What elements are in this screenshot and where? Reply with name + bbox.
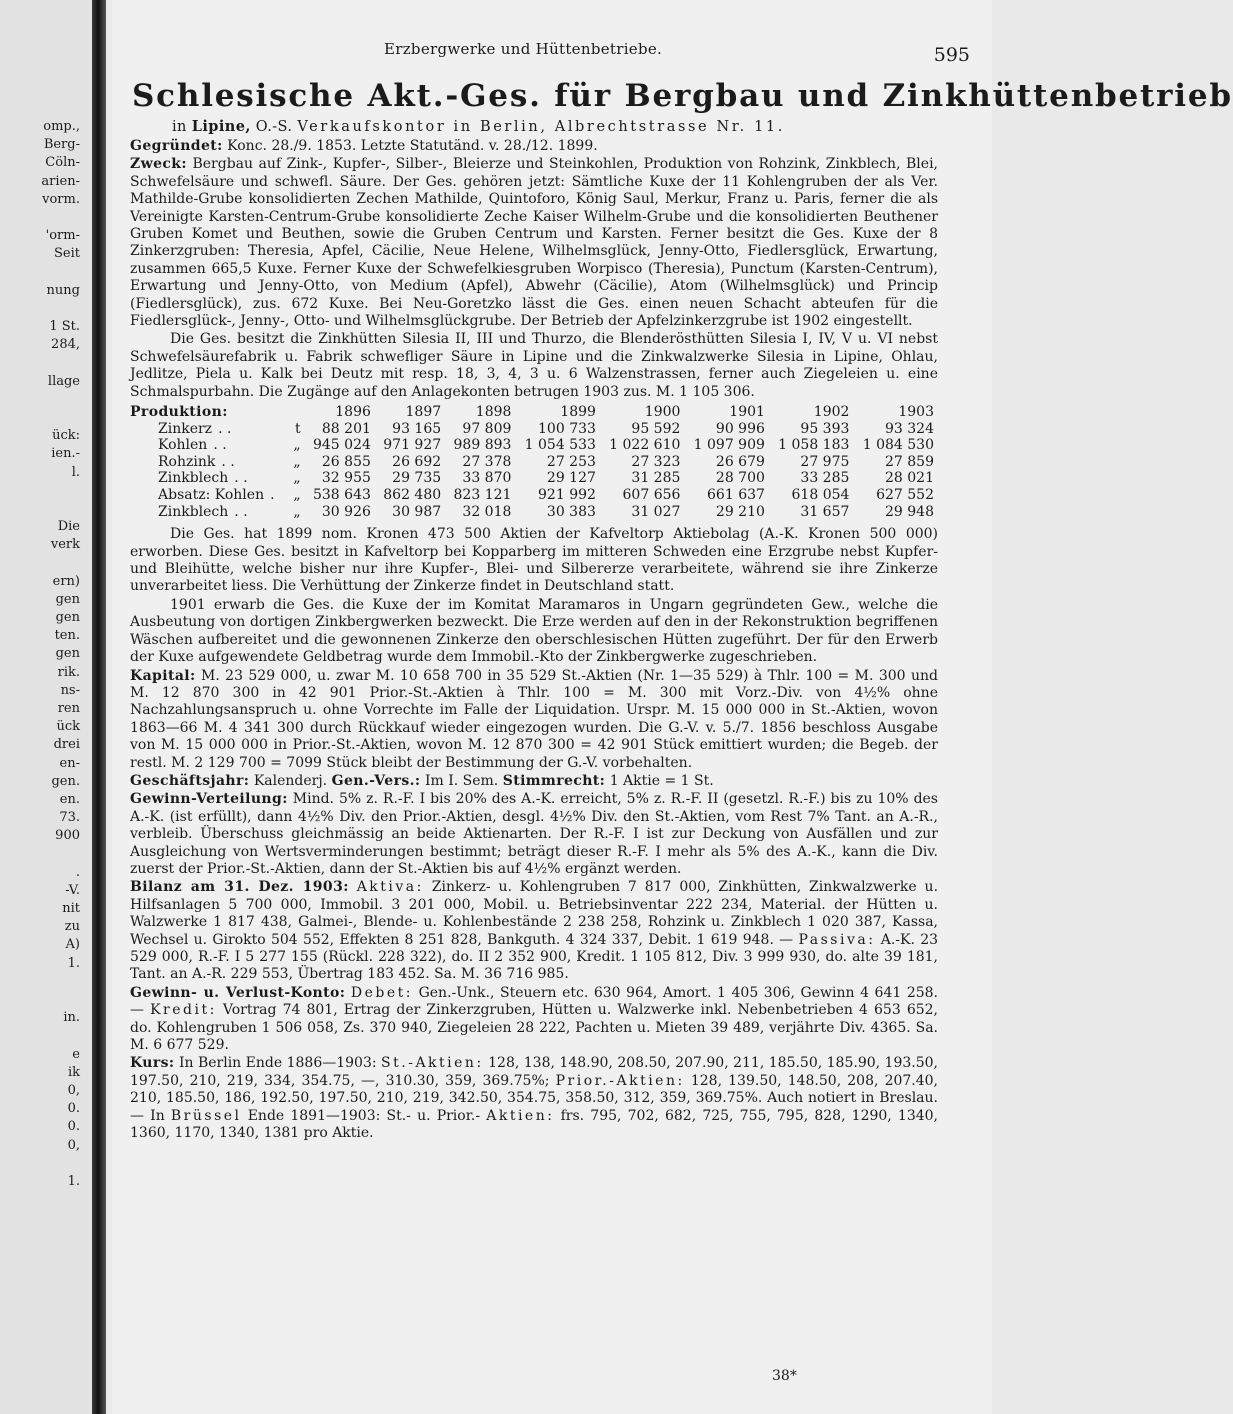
facing-page-fragment <box>41 1155 80 1173</box>
year-header: 1901 <box>729 404 765 421</box>
facing-page-fragment: ren <box>57 701 80 716</box>
production-value: 31 027 <box>631 503 681 520</box>
facing-page-fragment <box>41 973 80 991</box>
facing-page-fragment: ück <box>56 719 80 735</box>
text-prior-aktien: 128, 139.50, 148.50, 208, 207.40, 210, 185.50, 186, 192.50, 197.50, 210, 219, 342.50, 354.75, 358.50, 312, 359, 369.75%. Auch notiert in Breslau. — In <box>130 1072 939 1124</box>
label-produktion: Produktion: <box>130 404 228 421</box>
paragraph-zinkhuetten: Die Ges. besitzt die Zinkhütten Silesia II, III und Thurzo, die Blenderösthütten Silesia I, IV, V u. VI nebst Schwefelsäurefabrik u. Fabrik schwefliger Säure in Lipine und die Zinkwalzwerke Silesia in Lipine, Ohlau, Jedlitze, Piela u. Kalk bei Deutz mit resp. 18, 3, 4, 3 u. 6 Walzenstrassen, ferner auch Ziegeleien u. eine Schmalspurbahn. Die Zugänge auf den Anlagekonten betrugen 1903 zus. M. 1 105 306. <box>130 331 938 400</box>
facing-page-fragment: gen <box>55 610 80 626</box>
production-value: 989 893 <box>453 437 512 454</box>
facing-page-fragment: 1. <box>67 955 80 971</box>
facing-page-edge <box>0 0 92 1414</box>
production-value: 30 383 <box>546 503 596 520</box>
production-value: 32 018 <box>462 503 512 520</box>
production-value: 31 657 <box>800 503 850 520</box>
production-value: 627 552 <box>876 487 934 504</box>
label-gen-vers: Gen.-Vers.: <box>331 772 421 789</box>
label-gewinn-verteilung: Gewinn-Verteilung: <box>130 791 288 808</box>
facing-page-fragment <box>41 209 80 227</box>
location-region: O.-S. <box>255 119 293 135</box>
text-stimmrecht: 1 Aktie = 1 St. <box>609 772 714 789</box>
production-value: 1 097 909 <box>693 437 765 454</box>
year-header: 1896 <box>335 404 371 421</box>
production-value: 862 480 <box>383 487 442 504</box>
label-prior-aktien: Prior.-Aktien: <box>555 1072 685 1089</box>
production-value: 88 201 <box>321 420 371 437</box>
facing-page-fragment: drei <box>53 737 80 753</box>
facing-page-fragment <box>41 1027 80 1045</box>
leader-dots: . <box>270 487 275 504</box>
production-item <box>130 437 288 454</box>
facing-page-fragment: l. <box>71 464 80 480</box>
facing-page-fragment: 0. <box>67 1119 80 1135</box>
production-value: 95 592 <box>631 420 681 437</box>
section-kapital <box>130 668 938 772</box>
production-value: 971 927 <box>383 437 442 454</box>
facing-page-fragment: omp., <box>43 119 80 134</box>
production-value: 26 679 <box>715 453 765 470</box>
production-value: 27 975 <box>800 453 850 470</box>
label-stimmrecht: Stimmrecht: <box>502 772 606 789</box>
text-aktiva: Zinkerz- u. Kohlengruben 7 817 000, Zinkhütten, Zinkwalzwerke u. Hilfsanlagen 5 700 000, Immobil. 3 201 000, Mobil. u. Betriebsinventar 222 234, Material. der Hütten u. Walzwerke 1 817 438, Galmei-, Blende- u. Kohlenbestände 2 238 258, Rohzink u. Zinkblech 1 020 387, Kassa, Wechsel u. Girokto 504 552, Effekten 8 251 828, Bankguth. 4 324 337, Debit. 1 619 948. — <box>130 879 939 948</box>
production-header-row <box>130 404 938 421</box>
production-value: 26 855 <box>321 453 371 470</box>
page-number: 595 <box>933 44 970 66</box>
unit-column <box>288 404 304 421</box>
production-value: 93 165 <box>392 420 442 437</box>
text-gewinn-verteilung: Mind. 5% z. R.-F. I bis 20% des A.-K. erreicht, 5% z. R.-F. II (gesetzl. R.-F.) bis zu 10% des A.-K. (ist erfüllt), dann 4½% Div. den Prior.-Aktien, desgl. 4½% Div. den St.-Aktien, vom Rest 7% Tant. an A.-R., verbleib. Überschuss gleichmässig an beide Aktienarten. Der R.-F. I ist zur Deckung von Ausfällen und zur Ausgleichung von Wertsverminderungen bestimmt; beträgt dieser R.-F. I mehr als 5% des A.-K., kann die Div. zuerst der Prior.-St.-Aktien, dann der St.-Aktien bis auf 4½% ergänzt werden. <box>130 791 938 877</box>
text-kapital: M. 23 529 000, u. zwar M. 10 658 700 in 35 529 St.-Aktien (Nr. 1—35 529) à Thlr. 100 = M. 300 und M. 12 870 300 in 42 901 Prior.-St.-Aktien à Thlr. 100 = M. 300 mit Vorz.-Div. von 4½% ohne Nachzahlungsanspruch u. ohne Vorrechte im Falle der Liquidation. Urspr. M. 15 000 000 in St.-Aktien, wovon 1863—66 M. 4 341 300 durch Rückkauf wieder eingezogen wurden. Die G.-V. v. 5./7. 1856 beschloss Ausgabe von M. 15 000 000 in Prior.-St.-Aktien, wovon M. 12 870 300 = 42 901 Stück emittiert wurden; die Begeb. der restl. M. 2 129 700 = 7099 Stück bleibt der Bestimmung der G.-V. vorbehalten. <box>130 667 938 771</box>
article-body <box>130 138 938 1143</box>
production-item <box>130 470 288 487</box>
facing-page-fragment: 284, <box>51 337 80 353</box>
text-debet: Gen.-Unk., Steuern etc. 630 964, Amort. 1 405 306, Gewinn 4 641 258. — <box>130 984 939 1019</box>
label-zweck: Zweck: <box>130 156 187 173</box>
book-gutter <box>92 0 106 1414</box>
label-passiva: Passiva: <box>798 931 876 948</box>
firm-location <box>172 118 785 135</box>
facing-page-fragment <box>41 555 80 573</box>
production-value: 33 285 <box>800 470 850 487</box>
production-value: 27 323 <box>631 453 681 470</box>
label-gegruendet: Gegründet: <box>130 138 223 154</box>
production-value: 945 024 <box>312 437 371 454</box>
facing-page-fragment: e <box>72 1046 80 1062</box>
section-gegruendet <box>130 138 938 155</box>
facing-page-fragment <box>41 264 80 282</box>
production-item-name: Zinkerz <box>158 420 213 437</box>
facing-page-fragment: Cöln- <box>45 155 80 171</box>
location-prefix: in <box>172 119 187 135</box>
facing-page-fragment: en. <box>59 791 80 807</box>
text-zweck: Bergbau auf Zink-, Kupfer-, Silber-, Bleierze und Steinkohlen, Produktion von Rohzink, Zinkblech, Blei, Schwefelsäure und schwefl. Säure. Der Ges. gehören jetzt: Sämtliche Kuxe der 11 Kohlengruben der als Ver. Mathilde-Grube konsolidierten Zechen Mathilde, Quintoforo, König Saul, Merkur, Franz u. Paris, ferner die als Vereinigte Karsten-Centrum-Grube konsolidierte Zeche Kaiser Wilhelm-Grube und die konsolidierten Beuthener Gruben Komet und Beuthen, sowie die Gruben Centrum und Karsten. Ferner besitzt die Ges. Kuxe der 8 Zinkerzgruben: Theresia, Apfel, Cäcilie, Neue Helene, Wilhelmsglück, Jenny-Otto, Fiedlersglück, Erwartung, zusammen 665,5 Kuxe. Ferner Kuxe der Schwefelkiesgruben Worpisco (Theresia), Punctum (Karsten-Centrum), Erwartung und Jenny-Otto, von Medium (Apfel), Abwehr (Cäcilie), Atom (Wilhelmsglück) und Princip (Fiedlersglück), zus. 672 Kuxe. Bei Neu-Goretzko lässt die Ges. einen neuen Schacht abteufen für die Fiedlersglück-, Jenny-, Otto- und Wilhelmsglückgrube. Der Betrieb der Apfelzinkerzgrube ist 1902 eingestellt. <box>130 156 938 330</box>
production-unit: „ <box>293 470 301 487</box>
facing-page-fragment: 0, <box>67 1082 80 1098</box>
production-value: 26 692 <box>392 453 442 470</box>
production-value: 618 054 <box>791 487 850 504</box>
production-table <box>130 404 938 520</box>
facing-page-fragment <box>41 409 80 427</box>
facing-page-fragment: in. <box>63 1010 80 1026</box>
facing-page-fragment: 0. <box>67 1101 80 1117</box>
facing-page-fragment: 0, <box>67 1137 80 1153</box>
facing-page-fragment: 'orm- <box>45 228 80 244</box>
production-item <box>130 454 288 471</box>
production-value: 1 058 183 <box>778 437 850 454</box>
page <box>112 0 1233 1414</box>
section-bilanz <box>130 879 938 983</box>
production-value: 1 022 610 <box>609 437 681 454</box>
facing-page-fragment: gen <box>55 591 80 607</box>
production-unit: t <box>294 420 301 437</box>
facing-page-fragment: nit <box>62 901 80 917</box>
section-zweck <box>130 156 938 330</box>
label-aktiva: Aktiva: <box>356 879 424 896</box>
production-item-name: Kohlen <box>158 437 208 454</box>
production-row <box>130 470 938 487</box>
year-header: 1899 <box>560 404 596 421</box>
production-value: 27 378 <box>462 453 512 470</box>
section-geschaeftsjahr <box>130 773 938 790</box>
label-geschaeftsjahr: Geschäftsjahr: <box>130 772 250 789</box>
facing-page-fragment: vorm. <box>42 191 80 207</box>
text-aktien: frs. 795, 702, 682, 725, 755, 795, 828, 1290, 1340, 1360, 1170, 1340, 1381 pro Aktie. <box>130 1107 939 1142</box>
production-item-name: Zinkblech <box>158 470 229 487</box>
production-value: 823 121 <box>453 487 512 504</box>
production-value: 538 643 <box>312 487 371 504</box>
production-value: 1 054 533 <box>524 437 596 454</box>
facing-page-fragment: 73. <box>59 810 80 826</box>
section-kurs <box>130 1055 938 1142</box>
production-value: 27 859 <box>885 453 934 470</box>
production-value: 921 992 <box>538 487 596 504</box>
production-row <box>130 454 938 471</box>
production-value: 30 926 <box>321 503 371 520</box>
production-unit: „ <box>293 503 301 520</box>
production-value: 97 809 <box>462 420 512 437</box>
year-header: 1903 <box>898 404 934 421</box>
facing-page-fragment <box>41 300 80 318</box>
leader-dots: . . <box>213 437 227 454</box>
label-aktien: Aktien: <box>486 1107 555 1124</box>
production-value: 33 870 <box>462 470 512 487</box>
facing-page-fragment: 900 <box>55 828 80 844</box>
text-bruessel: Ende 1891—1903: St.- u. Prior.- <box>247 1107 481 1124</box>
production-value: 31 285 <box>631 470 681 487</box>
paragraph-maramaros: 1901 erwarb die Ges. die Kuxe der im Komitat Maramaros in Ungarn gegründeten Gew., welche die Ausbeutung von dortigen Zinkbergwerken bezweckt. Die Erze werden auf den in der Rekonstruktion begriffenen Wäschen aufbereitet und die gewonnenen Zinkerze den oberschlesischen Hütten zugeführt. Der für den Erwerb der Kuxe aufgewendete Geldbetrag wurde dem Immobil.-Kto der Zinkbergwerke zugeschrieben. <box>130 596 938 666</box>
facing-page-fragment <box>41 391 80 409</box>
year-header: 1898 <box>475 404 512 421</box>
label-kredit: Kredit: <box>150 1002 217 1019</box>
year-header: 1900 <box>644 404 681 421</box>
production-rows <box>130 421 938 521</box>
production-value: 28 700 <box>715 470 765 487</box>
production-value: 29 735 <box>392 470 442 487</box>
production-unit: „ <box>293 437 301 454</box>
facing-page-fragment: . <box>75 864 80 880</box>
production-value: 28 021 <box>885 470 934 487</box>
label-bruessel: Brüssel <box>170 1107 242 1124</box>
production-value: 27 253 <box>546 453 596 470</box>
facing-page-fragment: verk <box>50 537 80 553</box>
facing-page-fragment: nung <box>46 282 80 298</box>
production-item-name: Zinkblech <box>158 503 229 520</box>
text-kurs-berlin: In Berlin Ende 1886—1903: <box>178 1055 377 1072</box>
facing-page-fragment: Die <box>57 519 80 535</box>
text-st-aktien: 128, 138, 148.90, 208.50, 207.90, 211, 185.50, 185.90, 193.50, 197.50, 210, 219, 334, 354.75, —, 310.30, 359, 369.75%; <box>130 1055 938 1089</box>
facing-page-fragment: rik. <box>57 664 80 680</box>
production-row <box>130 437 938 454</box>
production-value: 29 948 <box>885 503 934 520</box>
running-head <box>112 40 992 66</box>
production-item-name: Absatz: Kohlen <box>158 487 265 504</box>
facing-page-fragment: 1. <box>67 1173 80 1189</box>
production-value: 29 210 <box>715 503 765 520</box>
production-value: 607 656 <box>622 487 681 504</box>
firm-title: Schlesische Akt.-Ges. für Bergbau und Zinkhüttenbetrieb <box>132 78 1233 114</box>
label-debet: Debet: <box>350 984 413 1001</box>
year-header: 1897 <box>405 404 442 421</box>
text-gegruendet: Konc. 28./9. 1853. Letzte Statutänd. v. 28./12. 1899. <box>227 138 598 154</box>
facing-page-fragments <box>41 118 80 1191</box>
production-value: 30 987 <box>392 503 442 520</box>
production-value: 661 637 <box>707 487 765 504</box>
text-passiva: A.-K. 23 529 000, R.-F. I 5 277 155 (Rückl. 228 322), do. II 2 352 900, Kredit. 1 105 812, Div. 3 999 930, do. alte 39 181, Tant. an A.-R. 229 553, Übertrag 183 452. Sa. M. 36 716 985. <box>130 931 939 983</box>
leader-dots: . . <box>221 453 235 470</box>
production-unit: „ <box>293 487 301 504</box>
facing-page-fragment: 1 St. <box>49 319 80 335</box>
text-gen-vers: Im I. Sem. <box>424 772 499 789</box>
label-kapital: Kapital: <box>130 667 196 684</box>
production-row <box>130 421 938 438</box>
facing-page-fragment: ern) <box>52 573 80 589</box>
location-place: Lipine, <box>191 118 251 135</box>
running-title: Erzbergwerke und Hüttenbetriebe. <box>384 40 663 58</box>
production-item <box>130 487 288 504</box>
facing-page-fragment <box>41 500 80 518</box>
production-value: 1 084 530 <box>862 437 934 454</box>
sales-office: Verkaufskontor in Berlin, Albrechtstrasse Nr. 11. <box>297 119 785 135</box>
leader-dots: . . <box>234 470 248 487</box>
production-value: 90 996 <box>715 420 765 437</box>
label-kurs: Kurs: <box>130 1055 175 1072</box>
facing-page-fragment: llage <box>47 373 80 389</box>
facing-page-fragment: ik <box>67 1064 80 1080</box>
facing-page-fragment: A) <box>65 937 80 953</box>
year-header: 1902 <box>813 404 850 421</box>
facing-page-fragment <box>41 482 80 500</box>
facing-page-fragment: ten. <box>54 628 80 644</box>
facing-page-fragment: zu <box>64 919 80 935</box>
production-value: 100 733 <box>538 420 596 437</box>
production-value: 32 955 <box>321 470 371 487</box>
production-item-name: Rohzink <box>158 453 216 470</box>
production-row <box>130 504 938 521</box>
label-bilanz: Bilanz am 31. Dez. 1903: <box>130 879 349 896</box>
paragraph-kafveltorp: Die Ges. hat 1899 nom. Kronen 473 500 Aktien der Kafveltorp Aktiebolag (A.-K. Kronen 500 000) erworben. Diese Ges. besitzt in Kafveltorp bei Kopparberg im mitteren Schweden eine Erzgrube nebst Kupfer- und Bleihütte, welche bisher nur ihre Kupfer-, Blei- und Silbererze verarbeitete, während sie ihre Zinkerze unverarbeitet liess. Die Verhüttung der Zinkerze findet in Deutschland statt. <box>130 526 938 595</box>
leader-dots: . . <box>218 420 232 437</box>
facing-page-fragment: ück: <box>52 428 80 444</box>
facing-page-fragment <box>41 991 80 1009</box>
production-item <box>130 421 288 438</box>
facing-page-fragment <box>41 354 80 372</box>
section-gewinn-verlust <box>130 985 938 1055</box>
text-geschaeftsjahr: Kalenderj. <box>253 772 328 789</box>
facing-page-fragment <box>41 846 80 864</box>
facing-page-fragment: -V. <box>65 882 80 898</box>
production-item <box>130 504 288 521</box>
production-unit: „ <box>293 453 301 470</box>
facing-page-fragment: arien- <box>41 173 80 189</box>
production-value: 29 127 <box>546 470 596 487</box>
facing-page-fragment: Berg- <box>43 137 80 153</box>
label-gewinn-verlust: Gewinn- u. Verlust-Konto: <box>130 984 346 1001</box>
leader-dots: . . <box>234 503 248 520</box>
production-value: 95 393 <box>800 420 850 437</box>
section-gewinn-verteilung <box>130 791 938 878</box>
text-kredit: Vortrag 74 801, Ertrag der Zinkerzgruben, Hütten u. Walzwerke inkl. Nebenbetrieben 4 653 652, do. Kohlengruben 1 506 058, Zs. 370 940, Ziegeleien 28 222, Pachten u. Mieten 39 489, verjährte Div. 4365. Sa. M. 6 677 529. <box>130 1002 939 1054</box>
signature-mark: 38* <box>772 1368 797 1384</box>
facing-page-fragment: en- <box>59 755 80 771</box>
production-value: 93 324 <box>885 420 934 437</box>
production-row <box>130 487 938 504</box>
facing-page-fragment: gen <box>55 646 80 662</box>
facing-page-fragment: Seit <box>54 246 80 262</box>
facing-page-fragment: gen. <box>51 773 80 789</box>
label-st-aktien: St.-Aktien: <box>381 1055 484 1072</box>
facing-page-fragment: ien.- <box>51 446 80 462</box>
facing-page-fragment: ns- <box>60 682 80 698</box>
